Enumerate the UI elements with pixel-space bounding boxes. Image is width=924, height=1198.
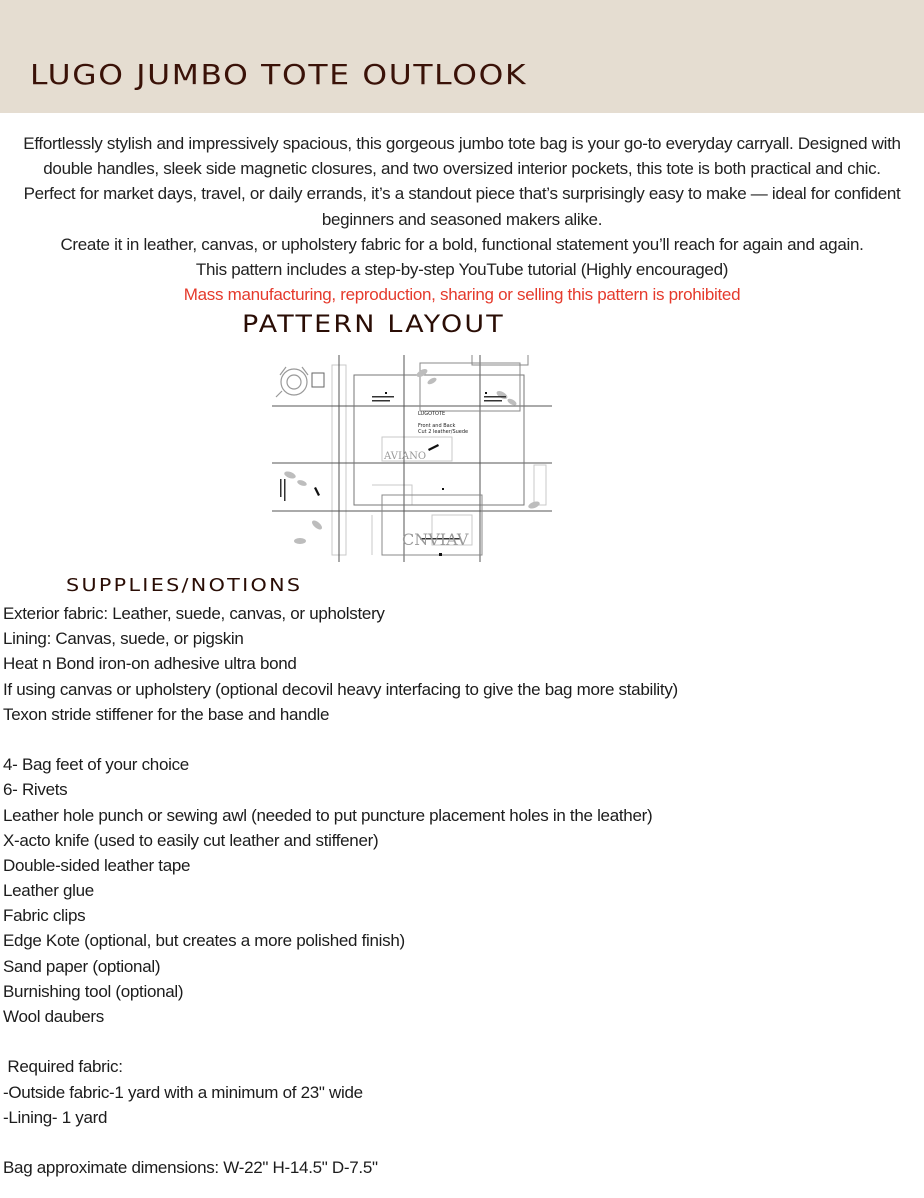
intro-line: Effortlessly stylish and impressively spacious, this gorgeous jumbo tote bag is your go-to everyday carryall. Designed with [23, 134, 901, 153]
supply-item: Burnishing tool (optional) [3, 981, 184, 1001]
supply-item: Texon stride stiffener for the base and handle [3, 704, 330, 724]
pattern-watermark: CNVIAV [402, 530, 469, 549]
intro-line: Create it in leather, canvas, or upholstery fabric for a bold, functional statement you’ll reach for again and again. [60, 234, 864, 254]
supply-item: If using canvas or upholstery (optional decovil heavy interfacing to give the bag more stability) [3, 679, 678, 699]
page-title: LUGO JUMBO TOTE OUTLOOK [30, 58, 528, 91]
supply-item: Leather hole punch or sewing awl (needed to put puncture placement holes in the leather) [3, 805, 653, 825]
list-spacer [3, 1130, 678, 1155]
copyright-warning: Mass manufacturing, reproduction, sharing or selling this pattern is prohibited [183, 285, 741, 305]
supply-item: 4- Bag feet of your choice [3, 755, 189, 775]
supply-item: Leather glue [3, 881, 94, 901]
header-band [0, 0, 924, 113]
supply-item: Edge Kote (optional, but creates a more polished finish) [3, 931, 405, 951]
supply-item: Double-sided leather tape [3, 855, 191, 875]
supply-item: 6- Rivets [3, 780, 68, 800]
pattern-layout-image [272, 355, 552, 562]
pattern-watermark: AVIANO [384, 451, 427, 462]
supply-item: Exterior fabric: Leather, suede, canvas, or upholstery [3, 604, 385, 623]
supply-item: Sand paper (optional) [3, 956, 161, 976]
supplies-list [3, 601, 678, 1180]
pattern-piece-name: LUGOTOTE [418, 411, 446, 417]
intro-line: beginners and seasoned makers alike. [321, 209, 603, 229]
pattern-piece-desc: Cut 2 leather/Suede [418, 429, 469, 435]
intro-text [0, 131, 924, 307]
pattern-piece-desc: Front and Back [418, 423, 456, 429]
supply-item: Bag approximate dimensions: W-22" H-14.5" D-7.5" [3, 1158, 378, 1178]
intro-line: Perfect for market days, travel, or daily errands, it’s a standout piece that’s surprisingly easy to make — ideal for confident [23, 184, 901, 204]
supply-item: X-acto knife (used to easily cut leather and stiffener) [3, 830, 379, 850]
supplies-title: SUPPLIES/NOTIONS [66, 575, 303, 596]
pattern-layout-title: PATTERN LAYOUT [242, 310, 505, 338]
supply-item: Heat n Bond iron-on adhesive ultra bond [3, 654, 297, 674]
intro-line: double handles, sleek side magnetic closures, and two oversized interior pockets, this tote is both practical and chic. [43, 159, 881, 179]
intro-line: This pattern includes a step-by-step YouTube tutorial (Highly encouraged) [195, 260, 729, 280]
supply-item: -Outside fabric-1 yard with a minimum of 23" wide [3, 1082, 363, 1102]
supply-item: Fabric clips [3, 906, 86, 926]
supply-item: Required fabric: [3, 1057, 123, 1077]
list-spacer [3, 727, 678, 752]
supply-item: Lining: Canvas, suede, or pigskin [3, 629, 244, 649]
pattern-layout-drawing [272, 355, 552, 562]
supply-item: -Lining- 1 yard [3, 1107, 108, 1127]
supply-item: Wool daubers [3, 1007, 104, 1026]
list-spacer [3, 1029, 678, 1054]
